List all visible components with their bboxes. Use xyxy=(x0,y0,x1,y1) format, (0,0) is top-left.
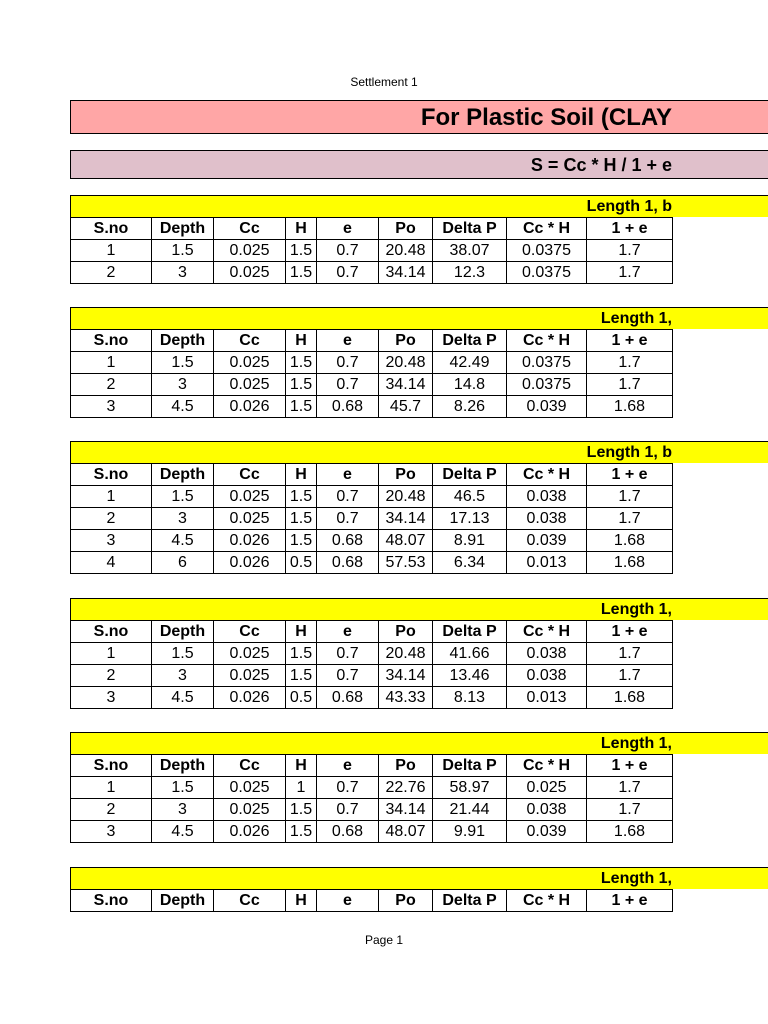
table-cell: 0.68 xyxy=(317,821,379,843)
table-cell: 4 xyxy=(71,552,152,574)
settlement-table xyxy=(70,217,673,284)
table-cell: 0.68 xyxy=(317,687,379,709)
table-cell: 0.026 xyxy=(214,530,286,552)
column-header: H xyxy=(286,890,317,912)
table-cell: 3 xyxy=(152,665,214,687)
table-cell: 21.44 xyxy=(433,799,507,821)
table-cell: 2 xyxy=(71,262,152,284)
column-header: H xyxy=(286,330,317,352)
table-cell: 0.5 xyxy=(286,552,317,574)
table-label-bar xyxy=(70,441,768,463)
table-cell: 1.5 xyxy=(286,508,317,530)
table-header-row xyxy=(71,890,673,912)
settlement-table-block xyxy=(70,598,768,709)
column-header: Cc xyxy=(214,890,286,912)
table-row xyxy=(71,821,673,843)
table-cell: 1.5 xyxy=(286,643,317,665)
formula-banner xyxy=(70,150,768,179)
table-header-row xyxy=(71,621,673,643)
table-cell: 0.039 xyxy=(507,396,587,418)
column-header: Depth xyxy=(152,464,214,486)
table-cell: 0.025 xyxy=(214,486,286,508)
table-cell: 0.038 xyxy=(507,665,587,687)
table-cell: 0.013 xyxy=(507,687,587,709)
column-header: H xyxy=(286,218,317,240)
column-header: Depth xyxy=(152,621,214,643)
column-header: e xyxy=(317,330,379,352)
table-cell: 1.68 xyxy=(587,552,673,574)
table-cell: 34.14 xyxy=(379,374,433,396)
table-cell: 1.7 xyxy=(587,374,673,396)
column-header: Depth xyxy=(152,218,214,240)
table-header-row xyxy=(71,464,673,486)
table-cell: 1.7 xyxy=(587,352,673,374)
column-header: Delta P xyxy=(433,890,507,912)
table-cell: 0.7 xyxy=(317,352,379,374)
table-cell: 20.48 xyxy=(379,240,433,262)
table-row xyxy=(71,643,673,665)
table-cell: 3 xyxy=(71,687,152,709)
column-header: Cc * H xyxy=(507,621,587,643)
table-cell: 22.76 xyxy=(379,777,433,799)
table-label: Length 1, xyxy=(600,870,672,887)
column-header: Depth xyxy=(152,330,214,352)
column-header: Delta P xyxy=(433,218,507,240)
table-cell: 1 xyxy=(71,240,152,262)
table-header-row xyxy=(71,218,673,240)
column-header: S.no xyxy=(71,464,152,486)
settlement-table xyxy=(70,329,673,418)
table-cell: 13.46 xyxy=(433,665,507,687)
table-cell: 1.5 xyxy=(286,486,317,508)
table-cell: 34.14 xyxy=(379,799,433,821)
table-row xyxy=(71,530,673,552)
column-header: Delta P xyxy=(433,464,507,486)
page-footer: Page 1 xyxy=(364,933,404,947)
table-cell: 1.5 xyxy=(152,777,214,799)
table-label: Length 1, b xyxy=(586,444,672,461)
table-cell: 42.49 xyxy=(433,352,507,374)
settlement-table-block xyxy=(70,441,768,574)
table-cell: 0.7 xyxy=(317,508,379,530)
table-cell: 2 xyxy=(71,508,152,530)
table-row xyxy=(71,552,673,574)
table-cell: 1.5 xyxy=(286,240,317,262)
table-cell: 1 xyxy=(71,777,152,799)
table-cell: 0.0375 xyxy=(507,374,587,396)
table-cell: 3 xyxy=(71,821,152,843)
column-header: e xyxy=(317,464,379,486)
table-cell: 1 xyxy=(71,643,152,665)
table-cell: 2 xyxy=(71,374,152,396)
table-cell: 43.33 xyxy=(379,687,433,709)
column-header: Cc xyxy=(214,464,286,486)
title-text: For Plastic Soil (CLAY xyxy=(420,104,672,131)
column-header: e xyxy=(317,218,379,240)
table-cell: 0.7 xyxy=(317,799,379,821)
table-cell: 1.68 xyxy=(587,530,673,552)
table-cell: 1.5 xyxy=(286,799,317,821)
table-cell: 0.68 xyxy=(317,530,379,552)
table-cell: 0.025 xyxy=(507,777,587,799)
table-cell: 20.48 xyxy=(379,643,433,665)
table-label-bar xyxy=(70,195,768,217)
table-cell: 0.025 xyxy=(214,352,286,374)
table-cell: 45.7 xyxy=(379,396,433,418)
table-cell: 4.5 xyxy=(152,530,214,552)
column-header: 1 + e xyxy=(587,755,673,777)
table-cell: 1.5 xyxy=(286,665,317,687)
column-header: S.no xyxy=(71,218,152,240)
table-cell: 1.5 xyxy=(286,821,317,843)
table-cell: 0.0375 xyxy=(507,352,587,374)
table-header-row xyxy=(71,755,673,777)
table-cell: 6 xyxy=(152,552,214,574)
table-cell: 8.13 xyxy=(433,687,507,709)
table-row xyxy=(71,665,673,687)
table-cell: 1 xyxy=(71,486,152,508)
table-cell: 1.68 xyxy=(587,687,673,709)
table-cell: 0.025 xyxy=(214,262,286,284)
table-cell: 38.07 xyxy=(433,240,507,262)
column-header: S.no xyxy=(71,621,152,643)
table-cell: 0.038 xyxy=(507,799,587,821)
table-cell: 1.5 xyxy=(286,262,317,284)
table-cell: 34.14 xyxy=(379,665,433,687)
table-cell: 1.5 xyxy=(152,240,214,262)
table-cell: 48.07 xyxy=(379,821,433,843)
table-row xyxy=(71,777,673,799)
table-row xyxy=(71,262,673,284)
column-header: Delta P xyxy=(433,621,507,643)
table-cell: 0.026 xyxy=(214,821,286,843)
table-cell: 0.0375 xyxy=(507,240,587,262)
table-row xyxy=(71,508,673,530)
table-cell: 3 xyxy=(152,374,214,396)
table-cell: 0.025 xyxy=(214,643,286,665)
table-label-bar xyxy=(70,732,768,754)
table-header-row xyxy=(71,330,673,352)
table-label: Length 1, xyxy=(600,735,672,752)
table-cell: 1.7 xyxy=(587,665,673,687)
table-cell: 0.5 xyxy=(286,687,317,709)
table-label: Length 1, b xyxy=(586,198,672,215)
table-cell: 14.8 xyxy=(433,374,507,396)
table-cell: 1 xyxy=(71,352,152,374)
table-label: Length 1, xyxy=(600,310,672,327)
column-header: Po xyxy=(379,755,433,777)
settlement-table-block xyxy=(70,867,768,912)
formula-text: S = Cc * H / 1 + e xyxy=(530,155,672,175)
settlement-table xyxy=(70,754,673,843)
table-cell: 3 xyxy=(152,262,214,284)
table-row xyxy=(71,240,673,262)
table-cell: 34.14 xyxy=(379,508,433,530)
column-header: e xyxy=(317,890,379,912)
table-cell: 1 xyxy=(286,777,317,799)
table-cell: 1.68 xyxy=(587,821,673,843)
table-label: Length 1, xyxy=(600,601,672,618)
column-header: Cc * H xyxy=(507,464,587,486)
settlement-table xyxy=(70,889,673,912)
table-cell: 0.7 xyxy=(317,240,379,262)
table-cell: 3 xyxy=(152,508,214,530)
table-cell: 1.7 xyxy=(587,240,673,262)
column-header: Delta P xyxy=(433,755,507,777)
column-header: Po xyxy=(379,330,433,352)
column-header: e xyxy=(317,755,379,777)
table-label-bar xyxy=(70,598,768,620)
table-row xyxy=(71,799,673,821)
table-cell: 3 xyxy=(71,396,152,418)
column-header: Po xyxy=(379,621,433,643)
table-cell: 1.5 xyxy=(152,486,214,508)
table-cell: 1.68 xyxy=(587,396,673,418)
table-cell: 2 xyxy=(71,799,152,821)
table-cell: 12.3 xyxy=(433,262,507,284)
table-cell: 8.26 xyxy=(433,396,507,418)
table-cell: 1.7 xyxy=(587,643,673,665)
table-cell: 4.5 xyxy=(152,396,214,418)
column-header: Po xyxy=(379,218,433,240)
settlement-table-block xyxy=(70,195,768,284)
column-header: 1 + e xyxy=(587,218,673,240)
column-header: Cc xyxy=(214,755,286,777)
column-header: S.no xyxy=(71,755,152,777)
table-cell: 41.66 xyxy=(433,643,507,665)
table-cell: 1.5 xyxy=(286,396,317,418)
column-header: Cc xyxy=(214,218,286,240)
table-row xyxy=(71,486,673,508)
column-header: Cc * H xyxy=(507,218,587,240)
table-cell: 1.5 xyxy=(152,352,214,374)
table-cell: 0.025 xyxy=(214,777,286,799)
table-cell: 3 xyxy=(152,799,214,821)
table-cell: 0.7 xyxy=(317,643,379,665)
page-header: Settlement 1 xyxy=(350,75,418,89)
table-cell: 8.91 xyxy=(433,530,507,552)
table-cell: 4.5 xyxy=(152,687,214,709)
settlement-table-block xyxy=(70,307,768,418)
column-header: Cc * H xyxy=(507,755,587,777)
title-banner xyxy=(70,100,768,134)
table-cell: 1.7 xyxy=(587,262,673,284)
table-cell: 9.91 xyxy=(433,821,507,843)
table-cell: 20.48 xyxy=(379,486,433,508)
table-cell: 0.039 xyxy=(507,530,587,552)
column-header: 1 + e xyxy=(587,621,673,643)
table-label-bar xyxy=(70,307,768,329)
table-cell: 48.07 xyxy=(379,530,433,552)
table-label-bar xyxy=(70,867,768,889)
column-header: Cc * H xyxy=(507,890,587,912)
table-cell: 4.5 xyxy=(152,821,214,843)
table-row xyxy=(71,687,673,709)
table-cell: 0.026 xyxy=(214,396,286,418)
column-header: Po xyxy=(379,464,433,486)
table-cell: 0.7 xyxy=(317,262,379,284)
table-cell: 0.7 xyxy=(317,665,379,687)
table-cell: 1.5 xyxy=(286,352,317,374)
table-cell: 3 xyxy=(71,530,152,552)
table-cell: 1.7 xyxy=(587,799,673,821)
column-header: S.no xyxy=(71,890,152,912)
column-header: Po xyxy=(379,890,433,912)
table-cell: 0.026 xyxy=(214,687,286,709)
table-cell: 0.7 xyxy=(317,374,379,396)
table-cell: 0.0375 xyxy=(507,262,587,284)
table-cell: 57.53 xyxy=(379,552,433,574)
settlement-table xyxy=(70,463,673,574)
table-cell: 1.7 xyxy=(587,486,673,508)
table-row xyxy=(71,374,673,396)
column-header: H xyxy=(286,621,317,643)
table-cell: 0.025 xyxy=(214,240,286,262)
column-header: Cc xyxy=(214,621,286,643)
table-cell: 17.13 xyxy=(433,508,507,530)
table-cell: 0.025 xyxy=(214,374,286,396)
table-cell: 0.038 xyxy=(507,508,587,530)
column-header: e xyxy=(317,621,379,643)
column-header: 1 + e xyxy=(587,330,673,352)
column-header: Delta P xyxy=(433,330,507,352)
table-cell: 1.5 xyxy=(286,374,317,396)
table-cell: 46.5 xyxy=(433,486,507,508)
table-cell: 0.013 xyxy=(507,552,587,574)
table-row xyxy=(71,352,673,374)
column-header: Depth xyxy=(152,890,214,912)
table-cell: 0.68 xyxy=(317,552,379,574)
column-header: Cc * H xyxy=(507,330,587,352)
table-cell: 0.68 xyxy=(317,396,379,418)
table-cell: 1.7 xyxy=(587,508,673,530)
column-header: Depth xyxy=(152,755,214,777)
column-header: H xyxy=(286,755,317,777)
table-cell: 0.7 xyxy=(317,486,379,508)
table-cell: 0.025 xyxy=(214,799,286,821)
table-cell: 1.5 xyxy=(286,530,317,552)
table-cell: 2 xyxy=(71,665,152,687)
table-cell: 0.038 xyxy=(507,643,587,665)
table-cell: 20.48 xyxy=(379,352,433,374)
column-header: S.no xyxy=(71,330,152,352)
table-cell: 6.34 xyxy=(433,552,507,574)
table-cell: 1.5 xyxy=(152,643,214,665)
table-cell: 0.7 xyxy=(317,777,379,799)
column-header: 1 + e xyxy=(587,464,673,486)
column-header: Cc xyxy=(214,330,286,352)
table-row xyxy=(71,396,673,418)
table-cell: 58.97 xyxy=(433,777,507,799)
table-cell: 0.026 xyxy=(214,552,286,574)
table-cell: 1.7 xyxy=(587,777,673,799)
column-header: H xyxy=(286,464,317,486)
settlement-table-block xyxy=(70,732,768,843)
settlement-table xyxy=(70,620,673,709)
table-cell: 0.039 xyxy=(507,821,587,843)
table-cell: 0.025 xyxy=(214,665,286,687)
table-cell: 0.025 xyxy=(214,508,286,530)
table-cell: 34.14 xyxy=(379,262,433,284)
table-cell: 0.038 xyxy=(507,486,587,508)
column-header: 1 + e xyxy=(587,890,673,912)
